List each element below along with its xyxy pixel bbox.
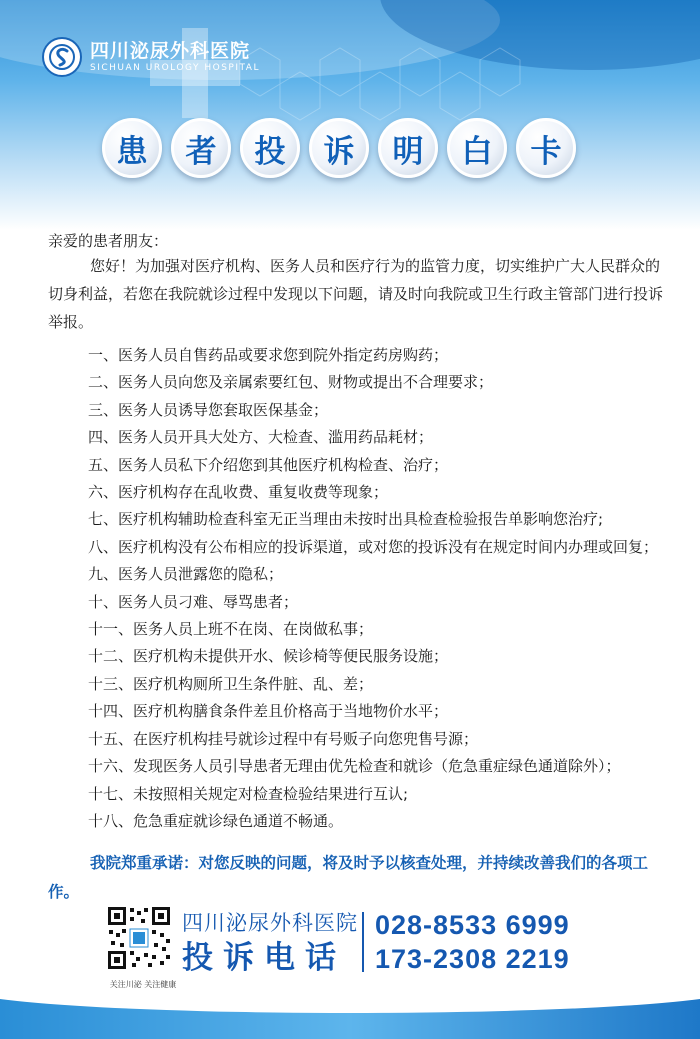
phone-number-2[interactable]: 173-2308 2219 <box>375 944 570 974</box>
contact-hospital-name: 四川泌尿外科医院 <box>182 911 358 935</box>
list-item: 十八、危急重症就诊绿色通道不畅通。 <box>88 811 344 830</box>
list-item: 十、医务人员刁难、辱骂患者； <box>88 592 299 611</box>
complaint-hotline-label: 投诉电话 <box>182 940 346 976</box>
footer-banner <box>0 993 700 1039</box>
qr-caption: 关注川泌 关注健康 <box>109 980 177 989</box>
intro-paragraph: 您好！为加强对医疗机构、医务人员和医疗行为的监管力度，切实维护广大人民群众的切身利益，若您在我院就诊过程中发现以下问题，请及时向我院或卫生行政主管部门进行投诉举报。 <box>48 257 664 331</box>
title-char: 者 <box>171 118 231 178</box>
contact-block <box>182 908 358 978</box>
title-char: 卡 <box>516 118 576 178</box>
list-item: 十六、发现医务人员引导患者无理由优先检查和就诊（危急重症绿色通道除外）； <box>88 757 621 776</box>
complaint-item-list <box>48 342 668 835</box>
hospital-name-en: SICHUAN UROLOGY HOSPITAL <box>90 63 260 73</box>
footer-wave <box>0 993 700 1013</box>
title-char: 明 <box>378 118 438 178</box>
list-item: 九、医务人员泄露您的隐私； <box>88 565 284 584</box>
title-char: 投 <box>240 118 300 178</box>
greeting: 亲爱的患者朋友： <box>48 232 169 250</box>
contact-divider <box>362 912 364 972</box>
hospital-promise: 我院郑重承诺：对您反映的问题，将及时予以核查处理，并持续改善我们的各项工作。 <box>48 854 649 902</box>
hospital-logo-icon <box>42 37 82 77</box>
list-item: 十四、医疗机构膳食条件差且价格高于当地物价水平； <box>88 702 449 721</box>
hospital-name-cn: 四川泌尿外科医院 <box>90 40 251 62</box>
phone-numbers <box>375 908 570 976</box>
complaint-notice-body <box>48 230 668 907</box>
title-char: 白 <box>447 118 507 178</box>
list-item: 十二、医疗机构未提供开水、候诊椅等便民服务设施； <box>88 647 449 666</box>
list-item: 六、医疗机构存在乱收费、重复收费等现象； <box>88 483 389 502</box>
list-item: 八、医疗机构没有公布相应的投诉渠道，或对您的投诉没有在规定时间内办理或回复； <box>88 537 659 556</box>
hospital-logo <box>42 37 260 77</box>
page-title <box>102 118 576 178</box>
list-item: 四、医务人员开具大处方、大检查、滥用药品耗材； <box>88 428 434 447</box>
list-item: 七、医疗机构辅助检查科室无正当理由未按时出具检查检验报告单影响您治疗; <box>88 510 604 529</box>
list-item: 一、医务人员自售药品或要求您到院外指定药房购药； <box>88 346 449 364</box>
title-char: 患 <box>102 118 162 178</box>
list-item: 五、医务人员私下介绍您到其他医疗机构检查、治疗； <box>88 455 449 474</box>
list-item: 十五、在医疗机构挂号就诊过程中有号贩子向您兜售号源； <box>88 729 479 748</box>
list-item: 三、医务人员诱导您套取医保基金； <box>88 400 329 419</box>
list-item: 十七、未按照相关规定对检查检验结果进行互认; <box>88 784 409 803</box>
title-char: 诉 <box>309 118 369 178</box>
header-banner <box>0 0 700 230</box>
qr-code-icon[interactable] <box>106 905 172 971</box>
list-item: 十三、医疗机构厕所卫生条件脏、乱、差； <box>88 674 374 693</box>
list-item: 十一、医务人员上班不在岗、在岗做私事； <box>88 620 374 639</box>
phone-number-1[interactable]: 028-8533 6999 <box>375 910 570 940</box>
list-item: 二、医务人员向您及亲属索要红包、财物或提出不合理要求； <box>88 373 494 392</box>
